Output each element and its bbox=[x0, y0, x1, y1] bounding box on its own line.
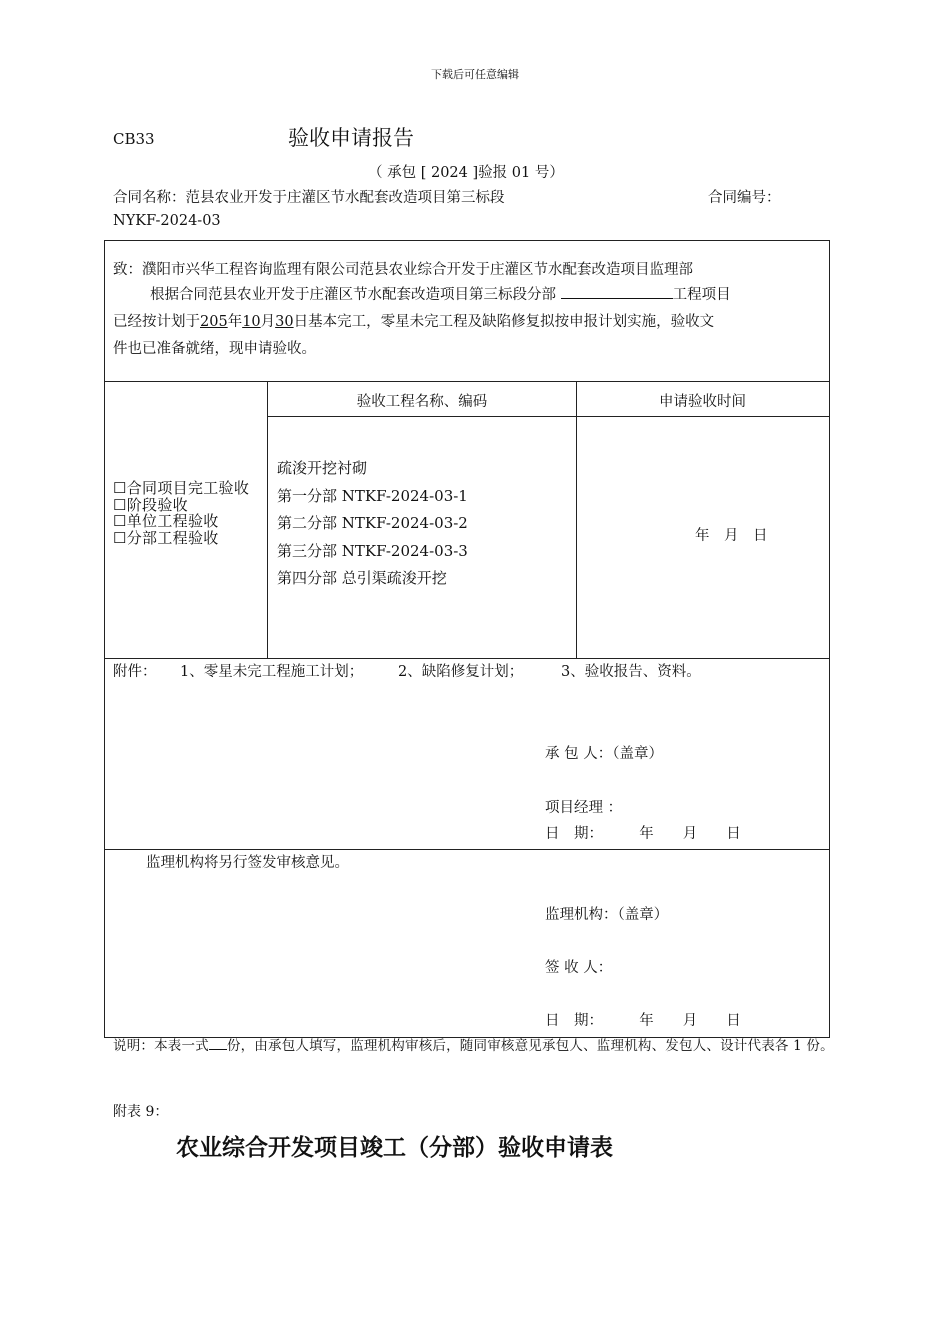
project-manager: 项目经理 ： bbox=[545, 800, 623, 816]
footnote-b: 份，由承包人填写，监理机构审核后，随同审核意见承包人、监理机构、发包人、设计代表各 1 份。 bbox=[226, 1038, 834, 1054]
page-title: 验收申请报告 bbox=[288, 126, 414, 150]
list-item: 疏浚开挖衬砌 bbox=[277, 459, 368, 477]
footnote-a: 说明：本表一式 bbox=[113, 1038, 209, 1054]
contract-no-label: 合同编号： bbox=[708, 190, 781, 206]
body-line-2-rest: 日基本完工，零星未完工程及缺陷修复拟按申报计划实施，验收文 bbox=[293, 314, 715, 330]
body-line-2-text: 已经按计划于 bbox=[113, 314, 200, 330]
list-item: 第二分部 NTKF-2024-03-2 bbox=[277, 514, 468, 532]
checkbox-contract-completion[interactable]: ☐合同项目完工验收 bbox=[113, 479, 250, 497]
list-item: 第一分部 NTKF-2024-03-1 bbox=[277, 486, 468, 505]
body-line-1-suffix: 工程项目 bbox=[672, 287, 731, 303]
attachment-2: 2、缺陷修复计划； bbox=[398, 664, 524, 680]
attachment-3: 3、验收报告、资料。 bbox=[561, 664, 701, 680]
form-table bbox=[104, 240, 830, 1038]
footnote bbox=[113, 1038, 853, 1055]
checkbox-stage[interactable]: ☐阶段验收 bbox=[113, 495, 188, 514]
annex-title: 农业综合开发项目竣工（分部）验收申请表 bbox=[176, 1135, 613, 1161]
checkbox-sub-project[interactable]: ☐分部工程验收 bbox=[113, 528, 219, 547]
year-unit: 年 bbox=[227, 314, 243, 330]
body-line-2 bbox=[113, 310, 714, 331]
receiver: 签 收 人： bbox=[545, 960, 613, 976]
copies-blank bbox=[209, 1038, 227, 1050]
request-date-field[interactable]: 年 月 日 bbox=[695, 528, 768, 544]
project-item-list bbox=[277, 455, 468, 593]
contract-no: NYKF-2024-03 bbox=[113, 213, 221, 229]
checkbox-unit-project[interactable]: ☐单位工程验收 bbox=[113, 512, 219, 530]
month-unit: 月 bbox=[260, 314, 276, 330]
day-value: 30 bbox=[275, 314, 294, 330]
row-divider bbox=[104, 849, 829, 850]
row-divider bbox=[104, 658, 829, 659]
row-divider bbox=[267, 416, 829, 417]
supervision-date: 日 期： 年 月 日 bbox=[545, 1013, 741, 1029]
contractor-seal: 承 包 人：（盖章） bbox=[545, 746, 663, 762]
doc-number: （ 承包 [ 2024 ]验报 01 号） bbox=[368, 165, 564, 181]
blank-field bbox=[561, 284, 673, 299]
list-item: 第四分部 总引渠疏浚开挖 bbox=[277, 569, 447, 587]
supervision-seal: 监理机构：（盖章） bbox=[545, 907, 669, 923]
list-item: 第三分部 NTKF-2024-03-3 bbox=[277, 541, 468, 560]
year-value: 205 bbox=[200, 314, 228, 330]
body-line-1-text: 根据合同范县农业开发于庄灌区节水配套改造项目第三标段分部 bbox=[150, 287, 556, 303]
body-line-3: 件也已准备就绪，现申请验收。 bbox=[113, 341, 316, 357]
col-divider bbox=[576, 381, 577, 659]
attachments-label: 附件： bbox=[113, 664, 157, 680]
col-divider bbox=[267, 381, 268, 659]
body-line-1 bbox=[150, 283, 731, 304]
header-note: 下载后可任意编辑 bbox=[431, 68, 519, 81]
month-value: 10 bbox=[242, 314, 261, 330]
column-header-project: 验收工程名称、编码 bbox=[356, 394, 488, 410]
addressee-line: 致：濮阳市兴华工程咨询监理有限公司范县农业综合开发于庄灌区节水配套改造项目监理部 bbox=[113, 262, 693, 278]
contract-name: 合同名称：范县农业开发于庄灌区节水配套改造项目第三标段 bbox=[113, 190, 505, 206]
acceptance-type-checklist bbox=[113, 480, 263, 546]
row-divider bbox=[104, 381, 829, 382]
form-code: CB33 bbox=[113, 130, 155, 148]
contractor-date: 日 期： 年 月 日 bbox=[545, 826, 741, 842]
attachment-1: 1、零星未完工程施工计划； bbox=[180, 664, 364, 680]
column-header-time: 申请验收时间 bbox=[659, 394, 746, 410]
supervision-opinion: 监理机构将另行签发审核意见。 bbox=[146, 855, 349, 871]
annex-label: 附表 9： bbox=[113, 1104, 169, 1120]
